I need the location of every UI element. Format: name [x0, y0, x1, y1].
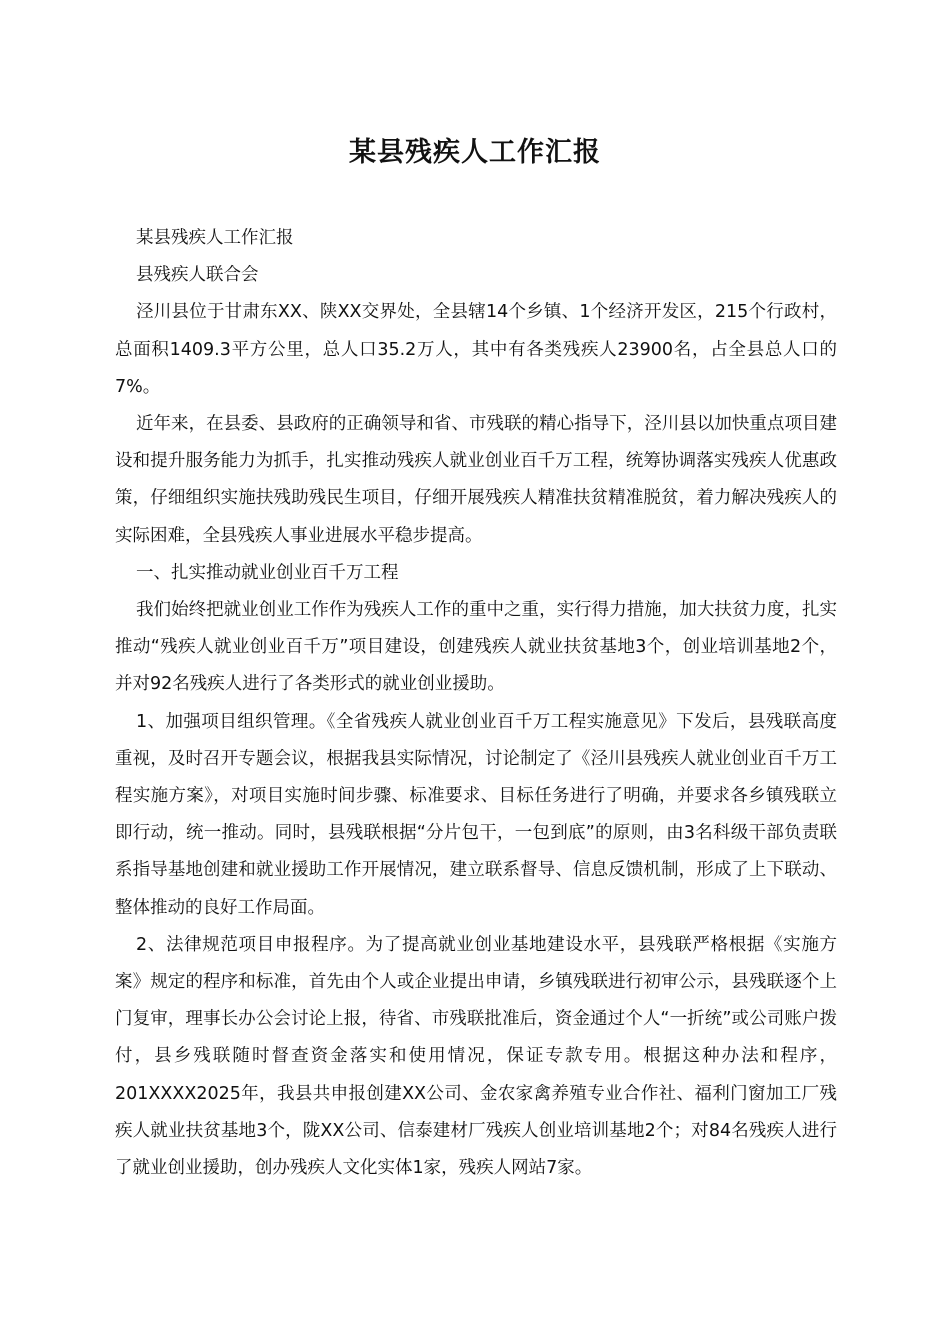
document-body	[115, 220, 837, 1187]
paragraph-heading-repeat: 某县残疾人工作汇报	[136, 228, 294, 248]
paragraph-item-2: 2、法律规范项目申报程序。为了提高就业创业基地建设水平，县残联严格根据《实施方案》规定的程序和标准，首先由个人或企业提出申请，乡镇残联进行初审公示，县残联逐个上门复审，理事长办公会讨论上报，待省、市残联批准后，资金通过个人“一折统”或公司账户拨付，县乡残联随时督查资金落实和使用情况，保证专款专用。根据这种办法和程序，201XXXX2025年，我县共申报创建XX公司、金农家禽养殖专业合作社、福利门窗加工厂残疾人就业扶贫基地3个，陇XX公司、信泰建材厂残疾人创业培训基地2个；对84名残疾人进行了就业创业援助，创办残疾人文化实体1家，残疾人网站7家。	[115, 934, 837, 1179]
paragraph-employment: 我们始终把就业创业工作作为残疾人工作的重中之重，实行得力措施，加大扶贫力度，扎实推动“残疾人就业创业百千万”项目建设，创建残疾人就业扶贫基地3个，创业培训基地2个，并对92名残疾人进行了各类形式的就业创业援助。	[115, 600, 837, 695]
paragraph-item-1: 1、加强项目组织管理。《全省残疾人就业创业百千万工程实施意见》下发后，县残联高度重视，及时召开专题会议，根据我县实际情况，讨论制定了《泾川县残疾人就业创业百千万工程实施方案》，对项目实施时间步骤、标准要求、目标任务进行了明确，并要求各乡镇残联立即行动，统一推动。同时，县残联根据“分片包干，一包到底”的原则，由3名科级干部负责联系指导基地创建和就业援助工作开展情况，建立联系督导、信息反馈机制，形成了上下联动、整体推动的良好工作局面。	[115, 711, 837, 918]
document-title: 某县残疾人工作汇报	[349, 137, 601, 168]
paragraph-organization: 县残疾人联合会	[136, 265, 259, 286]
paragraph-county-overview: 泾川县位于甘肃东XX、陕XX交界处，全县辖14个乡镇、1个经济开发区，215个行政村，总面积1409.3平方公里，总人口35.2万人，其中有各类残疾人23900名，占全县总人口的7%。	[115, 302, 837, 397]
paragraph-recent-years: 近年来，在县委、县政府的正确领导和省、市残联的精心指导下，泾川县以加快重点项目建设和提升服务能力为抓手，扎实推动残疾人就业创业百千万工程，统筹协调落实残疾人优惠政策，仔细组织实施扶残助残民生项目，仔细开展残疾人精准扶贫精准脱贫，着力解决残疾人的实际困难，全县残疾人事业进展水平稳步提高。	[115, 414, 837, 546]
section-heading-1: 一、扎实推动就业创业百千万工程	[136, 562, 399, 583]
